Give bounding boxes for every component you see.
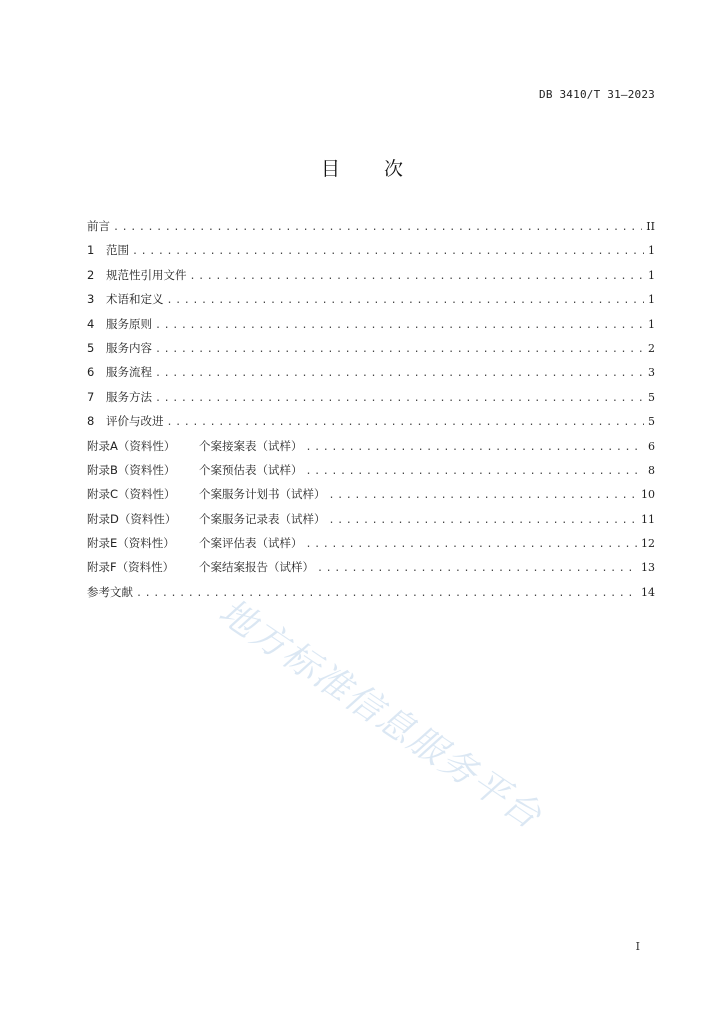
toc-entry-page: 3 [648, 366, 655, 380]
toc-entry-page: 12 [641, 537, 655, 551]
watermark: 地方标准信息服务平台 [211, 591, 550, 838]
toc-entry-page: II [646, 220, 655, 233]
table-of-contents [87, 218, 655, 608]
toc-entry-page: 1 [648, 293, 655, 307]
document-code: DB 3410/T 31—2023 [539, 88, 655, 101]
toc-leader-dots [167, 417, 645, 428]
toc-leader-dots [329, 515, 638, 526]
toc-entry-number: 2 [87, 267, 95, 282]
toc-entry-page: 6 [648, 439, 655, 453]
toc-appendix-f[interactable] [87, 559, 655, 583]
toc-entry-page: 1 [648, 317, 655, 331]
toc-appendix-head: 附录A（资料性） [87, 438, 176, 453]
toc-entry-2[interactable] [87, 267, 655, 291]
toc-entry-page: 8 [648, 463, 655, 477]
toc-entry-number: 6 [87, 365, 95, 380]
toc-entry-label: 前言 [87, 219, 110, 233]
toc-leader-dots [136, 588, 637, 599]
toc-entry-label: 个案服务计划书（试样） [199, 487, 326, 502]
toc-appendix-a[interactable] [87, 438, 655, 462]
toc-entry-7[interactable] [87, 389, 655, 413]
toc-appendix-b[interactable] [87, 462, 655, 486]
toc-entry-1[interactable] [87, 242, 655, 266]
toc-entry-label: 术语和定义 [106, 292, 164, 307]
toc-leader-dots [155, 344, 644, 355]
toc-entry-6[interactable] [87, 364, 655, 388]
toc-appendix-head: 附录B（资料性） [87, 462, 176, 477]
toc-appendix-head: 附录F（资料性） [87, 560, 175, 575]
toc-leader-dots [306, 442, 645, 453]
toc-appendix-d[interactable] [87, 511, 655, 535]
toc-leader-dots [190, 271, 645, 282]
toc-entry-number: 1 [87, 243, 95, 258]
toc-leader-dots [155, 368, 644, 379]
toc-appendix-head: 附录D（资料性） [87, 511, 177, 526]
toc-entry-page: 5 [648, 415, 655, 429]
toc-entry-4[interactable] [87, 316, 655, 340]
toc-entry-label: 评价与改进 [106, 414, 164, 429]
toc-entry-page: 11 [641, 512, 655, 526]
toc-entry-label: 服务原则 [106, 316, 152, 331]
toc-entry-5[interactable] [87, 340, 655, 364]
toc-entry-label: 服务内容 [106, 340, 152, 355]
toc-entry-3[interactable] [87, 291, 655, 315]
toc-entry-number: 7 [87, 389, 95, 404]
toc-entry-foreword[interactable] [87, 218, 655, 242]
toc-appendix-e[interactable] [87, 535, 655, 559]
toc-entry-label: 服务流程 [106, 365, 152, 380]
toc-leader-dots [155, 320, 644, 331]
toc-entry-number: 5 [87, 340, 95, 355]
toc-entry-label: 个案评估表（试样） [199, 536, 303, 551]
toc-title [0, 154, 724, 181]
toc-entry-label: 个案结案报告（试样） [199, 560, 314, 575]
toc-entry-page: 14 [641, 585, 655, 599]
toc-entry-number: 3 [87, 292, 95, 307]
toc-entry-page: 5 [648, 390, 655, 404]
toc-entry-label: 个案预估表（试样） [199, 462, 303, 477]
toc-entry-page: 1 [648, 244, 655, 258]
toc-title-part2: 次 [384, 158, 404, 180]
toc-leader-dots [132, 246, 644, 257]
toc-entry-label: 参考文献 [87, 584, 133, 599]
toc-entry-label: 服务方法 [106, 389, 152, 404]
toc-entry-8[interactable] [87, 413, 655, 437]
page-number: I [635, 940, 640, 953]
toc-entry-label: 个案接案表（试样） [199, 438, 303, 453]
toc-leader-dots [155, 393, 644, 404]
toc-leader-dots [329, 490, 638, 501]
toc-title-part1: 目 [320, 158, 340, 180]
toc-entry-references[interactable] [87, 584, 655, 608]
toc-entry-page: 10 [641, 488, 655, 502]
toc-entry-page: 13 [641, 561, 655, 575]
toc-entry-label: 范围 [106, 243, 129, 258]
toc-appendix-c[interactable] [87, 486, 655, 510]
toc-entry-label: 规范性引用文件 [106, 267, 187, 282]
toc-leader-dots [167, 295, 645, 306]
toc-entry-page: 1 [648, 268, 655, 282]
toc-leader-dots [306, 539, 638, 550]
toc-leader-dots [317, 563, 637, 574]
toc-appendix-head: 附录E（资料性） [87, 536, 175, 551]
toc-entry-number: 4 [87, 316, 95, 331]
toc-appendix-head: 附录C（资料性） [87, 487, 176, 502]
toc-entry-label: 个案服务记录表（试样） [199, 511, 326, 526]
toc-entry-page: 2 [648, 341, 655, 355]
toc-leader-dots [113, 222, 642, 233]
toc-entry-number: 8 [87, 414, 95, 429]
toc-leader-dots [306, 466, 645, 477]
